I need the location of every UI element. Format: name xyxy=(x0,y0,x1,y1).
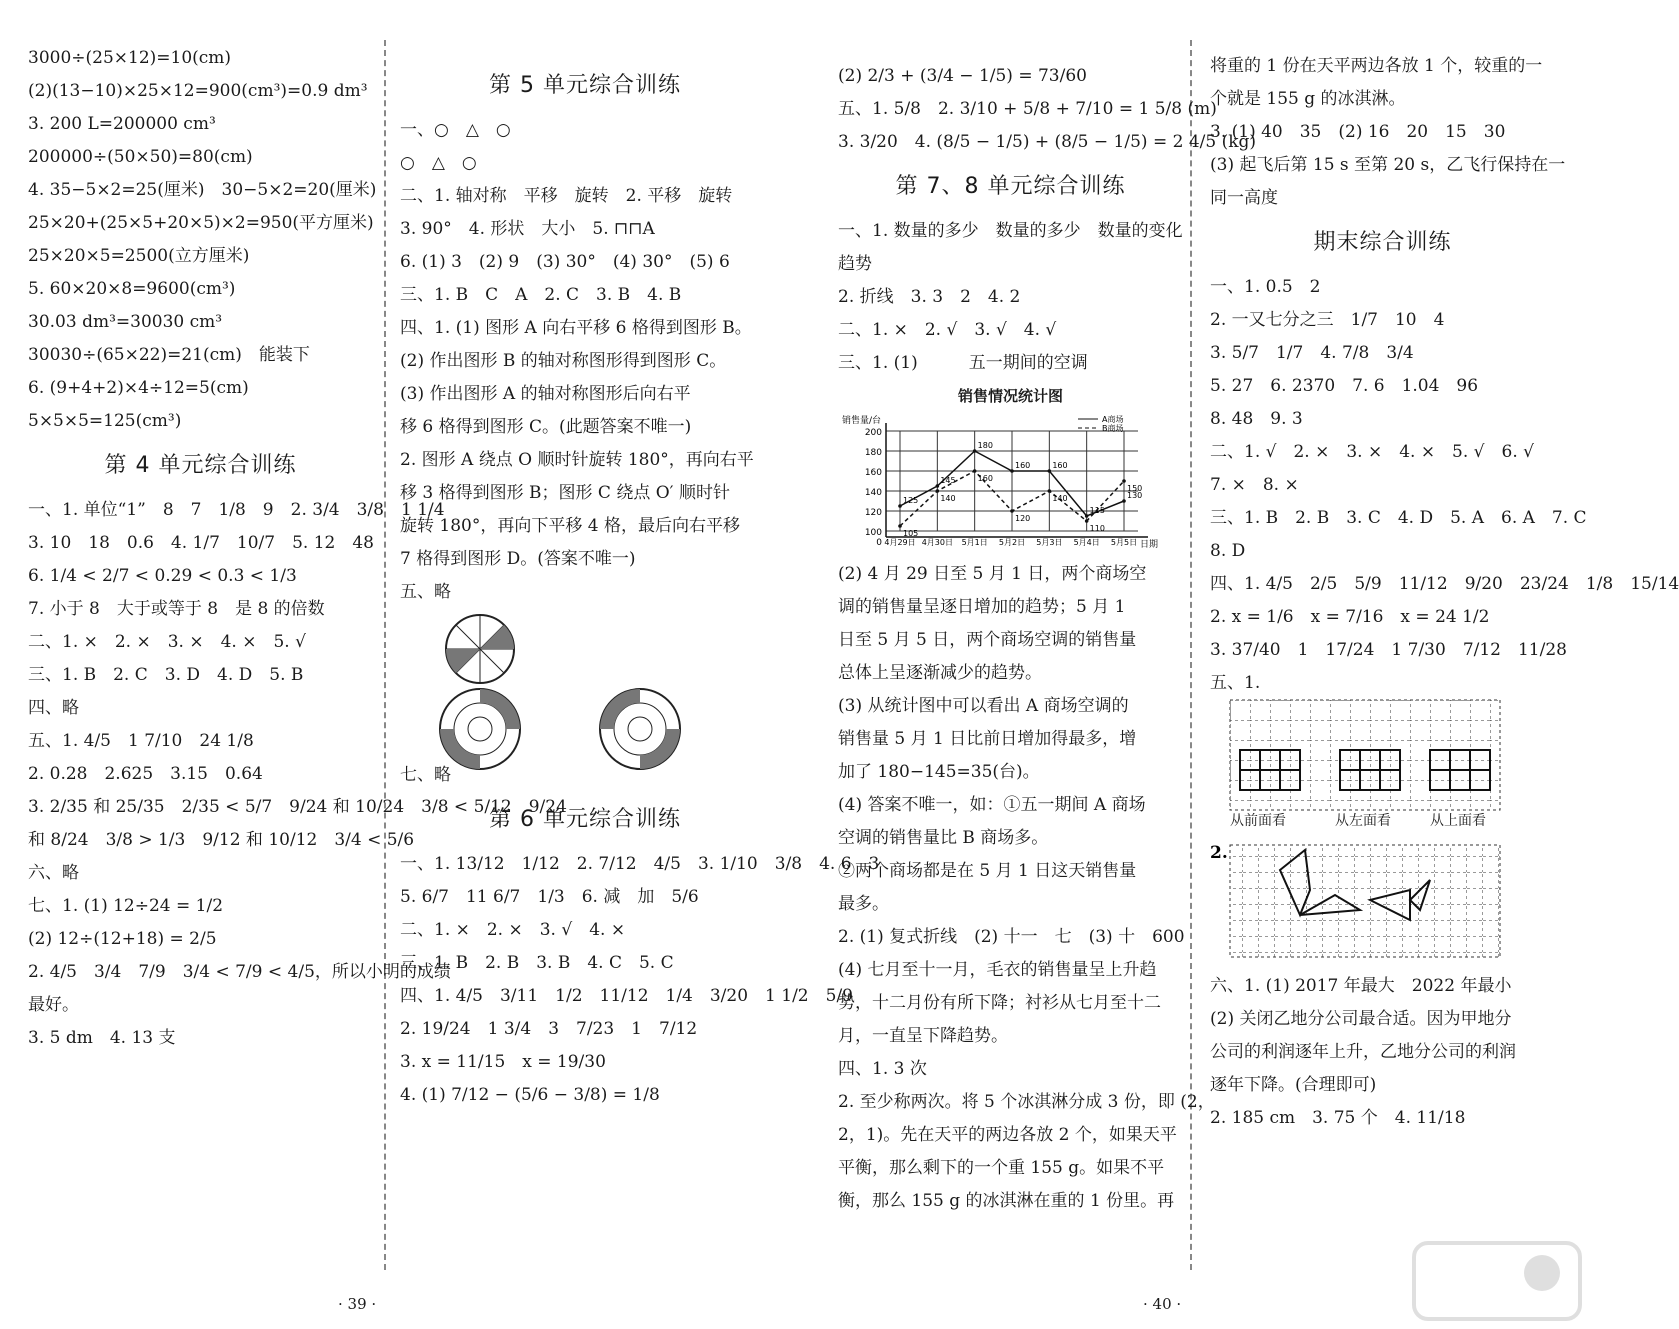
unit4-line: 和 8/24 3/8 > 1/3 9/12 和 10/12 3/4 < 5/6 xyxy=(28,830,415,850)
svg-text:2.: 2. xyxy=(1210,843,1228,863)
data-point xyxy=(1085,519,1089,523)
unit78-line: 三、1. (1) 五一期间的空调 xyxy=(838,353,1088,373)
final-line: 8. D xyxy=(1210,541,1246,561)
data-label: 130 xyxy=(1127,491,1143,500)
unit6-line: 四、1. 4/5 3/11 1/2 11/12 1/4 3/20 1 1/2 5/9 xyxy=(400,986,853,1006)
unit4-line: 6. 1/4 < 2/7 < 0.29 < 0.3 < 1/3 xyxy=(28,566,297,586)
unit6-line: 4. (1) 7/12 − (5/6 − 3/8) = 1/8 xyxy=(400,1085,660,1105)
legend-label: A商场 xyxy=(1102,415,1124,424)
data-label: 140 xyxy=(1052,494,1068,503)
data-label: 110 xyxy=(1089,524,1105,533)
watermark-logo xyxy=(1412,1241,1582,1321)
view-top-label: 从上面看 xyxy=(1430,813,1486,829)
data-point xyxy=(1048,489,1052,493)
y-axis-label: 销售量/台 xyxy=(842,416,882,426)
chart-subtitle: 销售情况统计图 xyxy=(957,387,1063,405)
final-line: 五、1. xyxy=(1210,673,1261,693)
unit78b-line: 调的销售量呈逐日增加的趋势；5 月 1 xyxy=(838,597,1126,617)
unit4-line: 2. 4/5 3/4 7/9 3/4 < 7/9 < 4/5，所以小明的成绩 xyxy=(28,962,451,982)
unit4-line: 一、1. 单位“1” 8 7 1/8 9 2. 3/4 3/8 1 1/4 xyxy=(28,500,445,520)
circle-figures xyxy=(400,609,770,759)
unit78-title: 第 7、8 单元综合训练 xyxy=(895,174,1126,199)
final-b-line: 六、1. (1) 2017 年最大 2022 年最小 xyxy=(1210,976,1512,996)
x-tick-label: 5月2日 xyxy=(998,538,1026,547)
col4-top-line: 将重的 1 份在天平两边各放 1 个，较重的一 xyxy=(1210,56,1543,76)
final-title: 期末综合训练 xyxy=(1313,230,1452,255)
final-line: 二、1. √ 2. × 3. × 4. × 5. √ 6. √ xyxy=(1210,442,1534,462)
column-separator-left xyxy=(384,40,386,1270)
col1-line: 25×20×5=2500(立方厘米) xyxy=(28,246,250,266)
unit5-line: 五、略 xyxy=(400,582,451,602)
data-point xyxy=(898,504,902,508)
y-tick-label: 180 xyxy=(864,448,882,458)
unit78b-line: 日至 5 月 5 日，两个商场空调的销售量 xyxy=(838,630,1137,650)
col1-line: 200000÷(50×50)=80(cm) xyxy=(28,147,253,167)
data-label: 105 xyxy=(903,529,919,538)
unit4-line: 3. 10 18 0.6 4. 1/7 10/7 5. 12 48 xyxy=(28,533,374,553)
unit78b-line: 加了 180−145=35(台)。 xyxy=(838,762,1040,782)
line-chart xyxy=(838,413,1158,553)
unit5-line: 移 6 格得到图形 C。(此题答案不唯一) xyxy=(400,417,692,437)
unit78b-line: ②两个商场都是在 5 月 1 日这天销售量 xyxy=(838,861,1137,881)
data-point xyxy=(936,489,940,493)
x-tick-label: 4月29日 xyxy=(884,538,916,547)
unit6-line: 2. 19/24 1 3/4 3 7/23 1 7/12 xyxy=(400,1019,698,1039)
col1-line: 3. 200 L=200000 cm³ xyxy=(28,114,216,134)
unit78b-line: (3) 从统计图中可以看出 A 商场空调的 xyxy=(838,696,1129,716)
data-point xyxy=(898,524,902,528)
col4-top-line: 3. (1) 40 35 (2) 16 20 15 30 xyxy=(1210,122,1506,142)
data-label: 115 xyxy=(1089,506,1105,515)
final-line: 5. 27 6. 2370 7. 6 1.04 96 xyxy=(1210,376,1479,396)
x-tick-label: 5月1日 xyxy=(961,538,988,547)
data-label: 120 xyxy=(1015,514,1031,523)
page-number-right: · 40 · xyxy=(1143,1295,1182,1313)
unit5-line: 一、○ △ ○ xyxy=(400,120,511,140)
unit78b-line: (2) 4 月 29 日至 5 月 1 日，两个商场空 xyxy=(838,564,1147,584)
col1-line: 6. (9+4+2)×4÷12=5(cm) xyxy=(28,378,249,398)
final-line: 3. 5/7 1/7 4. 7/8 3/4 xyxy=(1210,343,1414,363)
final-line: 四、1. 4/5 2/5 5/9 11/12 9/20 23/24 1/8 15/14 xyxy=(1210,574,1679,594)
data-label: 140 xyxy=(940,494,956,503)
col4-top-line: 个就是 155 g 的冰淇淋。 xyxy=(1210,89,1406,109)
unit78-line: 2. 折线 3. 3 2 4. 2 xyxy=(838,287,1021,307)
unit6-line: 5. 6/7 11 6/7 1/3 6. 减 加 5/6 xyxy=(400,887,699,907)
unit78b-line: 2. 至少称两次。将 5 个冰淇淋分成 3 份，即 (2， xyxy=(838,1092,1215,1112)
unit4-line: 七、1. (1) 12÷24 = 1/2 xyxy=(28,896,224,916)
unit78b-line: 平衡，那么剩下的一个重 155 g。如果不平 xyxy=(838,1158,1165,1178)
data-point xyxy=(1085,514,1089,518)
final-line: 3. 37/40 1 17/24 1 7/30 7/12 11/28 xyxy=(1210,640,1567,660)
data-label: 160 xyxy=(977,474,993,483)
x-tick-label: 5月5日 xyxy=(1110,538,1138,547)
col1-line: 25×20+(25×5+20×5)×2=950(平方厘米) xyxy=(28,213,374,233)
y-tick-label: 0 xyxy=(876,538,882,548)
data-point xyxy=(936,484,940,488)
final-b-line: (2) 关闭乙地分公司最合适。因为甲地分 xyxy=(1210,1009,1512,1029)
unit5-line: 2. 图形 A 绕点 O 顺时针旋转 180°，再向右平 xyxy=(400,450,754,470)
final-line: 2. 一又七分之三 1/7 10 4 xyxy=(1210,310,1445,330)
data-label: 180 xyxy=(977,441,993,450)
unit4-line: 五、1. 4/5 1 7/10 24 1/8 xyxy=(28,731,254,751)
data-point xyxy=(1010,469,1014,473)
col1-line: 30030÷(65×22)=21(cm) 能装下 xyxy=(28,345,310,365)
data-label: 145 xyxy=(940,476,956,485)
y-tick-label: 120 xyxy=(864,508,882,518)
final-line: 7. × 8. × xyxy=(1210,475,1299,495)
unit78b-line: 势，十二月份有所下降；衬衫从七月至十二 xyxy=(838,993,1161,1013)
rotation-figure xyxy=(1210,840,1555,970)
col1-line: 3000÷(25×12)=10(cm) xyxy=(28,48,232,68)
y-tick-label: 100 xyxy=(864,528,882,538)
unit5-line: (2) 作出图形 B 的轴对称图形得到图形 C。 xyxy=(400,351,727,371)
unit78-line: 二、1. × 2. √ 3. √ 4. √ xyxy=(838,320,1057,340)
unit78b-line: 四、1. 3 次 xyxy=(838,1059,927,1079)
final-b-line: 公司的利润逐年上升，乙地分公司的利润 xyxy=(1210,1042,1516,1062)
unit5-line: (3) 作出图形 A 的轴对称图形后向右平 xyxy=(400,384,691,404)
unit4-line: 2. 0.28 2.625 3.15 0.64 xyxy=(28,764,263,784)
col3-top-line: 3. 3/20 4. (8/5 − 1/5) + (8/5 − 1/5) = 2 4/5 (kg) xyxy=(838,132,1257,152)
column-4 xyxy=(1210,50,1679,1135)
final-b-line: 2. 185 cm 3. 75 个 4. 11/18 xyxy=(1210,1108,1466,1128)
unit4-title: 第 4 单元综合训练 xyxy=(104,453,297,478)
unit4-line: 三、1. B 2. C 3. D 4. D 5. B xyxy=(28,665,304,685)
unit4-line: 3. 2/35 和 25/35 2/35 < 5/7 9/24 和 10/24 3/8 < 5/12 9/24 xyxy=(28,797,567,817)
unit78-line: 趋势 xyxy=(838,254,872,274)
unit5-line: 四、1. (1) 图形 A 向右平移 6 格得到图形 B。 xyxy=(400,318,752,338)
unit78b-line: (4) 答案不唯一，如：①五一期间 A 商场 xyxy=(838,795,1146,815)
unit5-line: 旋转 180°，再向下平移 4 格，最后向右平移 xyxy=(400,516,740,536)
unit78-line: 一、1. 数量的多少 数量的多少 数量的变化 xyxy=(838,221,1183,241)
col4-top-line: 同一高度 xyxy=(1210,188,1278,208)
col1-line: 5. 60×20×8=9600(cm³) xyxy=(28,279,236,299)
unit5-line: 三、1. B C A 2. C 3. B 4. B xyxy=(400,285,682,305)
unit78b-line: 销售量 5 月 1 日比前日增加得最多，增 xyxy=(838,729,1137,749)
unit6-line: 二、1. × 2. × 3. √ 4. × xyxy=(400,920,626,940)
unit78b-line: 衡，那么 155 g 的冰淇淋在重的 1 份里。再 xyxy=(838,1191,1175,1211)
unit4-line: 7. 小于 8 大于或等于 8 是 8 的倍数 xyxy=(28,599,325,619)
unit78b-line: 2. (1) 复式折线 (2) 十一 七 (3) 十 600 xyxy=(838,927,1185,947)
final-line: 2. x = 1/6 x = 7/16 x = 24 1/2 xyxy=(1210,607,1490,627)
unit5-line: 七、略 xyxy=(400,765,451,785)
y-tick-label: 160 xyxy=(864,468,882,478)
unit6-line: 一、1. 13/12 1/12 2. 7/12 4/5 3. 1/10 3/8 4. 6 3 xyxy=(400,854,880,874)
data-point xyxy=(1122,479,1126,483)
unit6-line: 三、1. B 2. B 3. B 4. C 5. C xyxy=(400,953,674,973)
views-figure xyxy=(1210,700,1555,840)
data-label: 150 xyxy=(1127,484,1143,493)
x-tick-label: 5月3日 xyxy=(1036,538,1063,547)
unit5-line: 移 3 格得到图形 B；图形 C 绕点 O′ 顺时针 xyxy=(400,483,730,503)
column-separator-right xyxy=(1190,40,1192,1270)
unit78b-line: 月，一直呈下降趋势。 xyxy=(838,1026,1008,1046)
unit4-line: 3. 5 dm 4. 13 支 xyxy=(28,1028,176,1048)
unit5-line: 二、1. 轴对称 平移 旋转 2. 平移 旋转 xyxy=(400,186,733,206)
unit5-title: 第 5 单元综合训练 xyxy=(489,73,681,98)
unit4-line: 四、略 xyxy=(28,698,79,718)
unit4-line: (2) 12÷(12+18) = 2/5 xyxy=(28,929,217,949)
ring-circle-1 xyxy=(440,689,520,769)
unit78b-line: (4) 七月至十一月，毛衣的销售量呈上升趋 xyxy=(838,960,1157,980)
col3-top-line: (2) 2/3 + (3/4 − 1/5) = 73/60 xyxy=(838,66,1087,86)
unit5-line: 3. 90° 4. 形状 大小 5. ⊓⊓A xyxy=(400,219,655,239)
unit4-line: 最好。 xyxy=(28,995,79,1015)
unit4-line: 六、略 xyxy=(28,863,79,883)
unit78b-line: 2，1)。先在天平的两边各放 2 个，如果天平 xyxy=(838,1125,1177,1145)
data-point xyxy=(1010,509,1014,513)
data-label: 160 xyxy=(1052,461,1068,470)
col3-top-line: 五、1. 5/8 2. 3/10 + 5/8 + 7/10 = 1 5/8 (m) xyxy=(838,99,1217,119)
final-line: 一、1. 0.5 2 xyxy=(1210,277,1321,297)
view-front-label: 从前面看 xyxy=(1230,813,1286,829)
final-line: 三、1. B 2. B 3. C 4. D 5. A 6. A 7. C xyxy=(1210,508,1587,528)
data-point xyxy=(1048,469,1052,473)
unit4-line: 二、1. × 2. × 3. × 4. × 5. √ xyxy=(28,632,306,652)
unit78b-line: 最多。 xyxy=(838,894,889,914)
y-tick-label: 140 xyxy=(864,488,882,498)
data-point xyxy=(1122,499,1126,503)
data-label: 125 xyxy=(903,496,919,505)
col1-line: 4. 35−5×2=25(厘米) 30−5×2=20(厘米) xyxy=(28,180,377,200)
unit78b-line: 总体上呈逐渐减少的趋势。 xyxy=(838,663,1042,683)
data-point xyxy=(973,469,977,473)
ring-circle-2 xyxy=(600,689,680,769)
page-number-left: · 39 · xyxy=(338,1295,377,1313)
x-tick-label: 5月4日 xyxy=(1073,538,1100,547)
y-tick-label: 200 xyxy=(864,428,882,438)
rotation-grid-diagram xyxy=(1210,840,1510,965)
final-line: 8. 48 9. 3 xyxy=(1210,409,1303,429)
unit6-title: 第 6 单元综合训练 xyxy=(489,807,681,832)
unit78b-line: 空调的销售量比 B 商场多。 xyxy=(838,828,1049,848)
unit6-line: 3. x = 11/15 x = 19/30 xyxy=(400,1052,606,1072)
view-left-label: 从左面看 xyxy=(1335,813,1391,829)
shaded-circles-diagram xyxy=(400,609,760,759)
data-point xyxy=(973,449,977,453)
data-label: 160 xyxy=(1015,461,1031,470)
unit5-line: 6. (1) 3 (2) 9 (3) 30° (4) 30° (5) 6 xyxy=(400,252,730,272)
col1-line: 30.03 dm³=30030 cm³ xyxy=(28,312,223,332)
x-tick-label: 4月30日 xyxy=(921,538,953,547)
col4-top-line: (3) 起飞后第 15 s 至第 20 s，乙飞行保持在一 xyxy=(1210,155,1566,175)
col1-line: 5×5×5=125(cm³) xyxy=(28,411,182,431)
pie-circle xyxy=(446,615,514,683)
final-b-line: 逐年下降。(合理即可) xyxy=(1210,1075,1377,1095)
x-axis-label: 日期 xyxy=(1140,540,1159,550)
legend-label: B商场 xyxy=(1102,424,1124,433)
col1-line: (2)(13−10)×25×12=900(cm³)=0.9 dm³ xyxy=(28,81,368,101)
unit5-line: ○ △ ○ xyxy=(400,153,477,173)
unit5-line: 7 格得到图形 D。(答案不唯一) xyxy=(400,549,636,569)
